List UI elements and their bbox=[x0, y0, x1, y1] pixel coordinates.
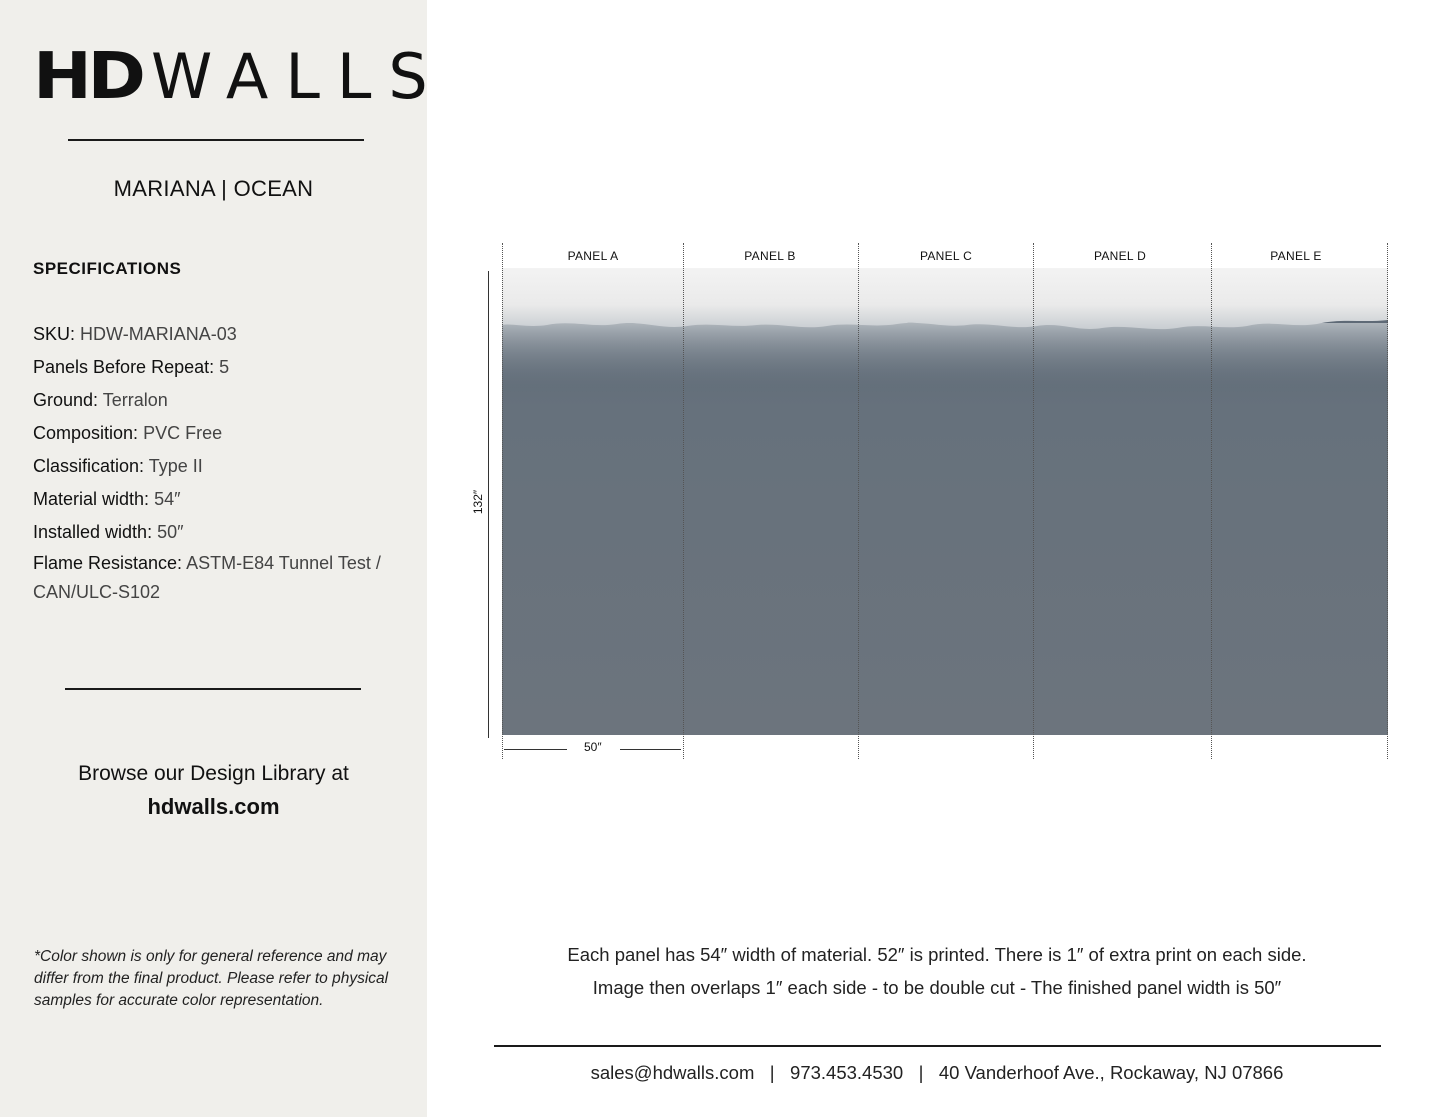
logo-bold-text: HD bbox=[33, 40, 142, 114]
spec-label: SKU: bbox=[33, 324, 76, 344]
panel-guide-line bbox=[1033, 243, 1034, 759]
spec-value: Terralon bbox=[102, 390, 168, 410]
mural-artwork bbox=[502, 268, 1388, 735]
spec-flame-resistance bbox=[33, 549, 393, 607]
spec-label: Ground: bbox=[33, 390, 99, 410]
footer-phone[interactable]: 973.453.4530 bbox=[790, 1062, 904, 1083]
spec-label: Installed width: bbox=[33, 522, 153, 542]
brand-logo bbox=[33, 40, 445, 114]
panel-note-line-2: Image then overlaps 1″ each side - to be double cut - The finished panel width is 50″ bbox=[592, 977, 1282, 998]
divider-top bbox=[68, 139, 364, 141]
panel-label-d: PANEL D bbox=[1093, 249, 1147, 263]
footer-separator: | bbox=[918, 1062, 924, 1083]
specifications-list bbox=[33, 318, 393, 607]
haze-band bbox=[502, 323, 1388, 393]
spec-ground bbox=[33, 384, 393, 417]
contact-footer bbox=[494, 1062, 1380, 1084]
width-dimension-line-left bbox=[504, 749, 567, 750]
mural-preview bbox=[502, 268, 1388, 735]
panel-guide-line bbox=[683, 243, 684, 759]
spec-value: ASTM-E84 Tunnel Test / CAN/ULC-S102 bbox=[33, 553, 381, 602]
spec-value: 5 bbox=[219, 357, 230, 377]
spec-material-width bbox=[33, 483, 393, 516]
divider-footer bbox=[494, 1045, 1381, 1047]
spec-installed-width bbox=[33, 516, 393, 549]
spec-value: Type II bbox=[148, 456, 203, 476]
browse-section bbox=[0, 757, 427, 823]
spec-value: PVC Free bbox=[143, 423, 223, 443]
panel-label-c: PANEL C bbox=[919, 249, 973, 263]
panel-guide-line bbox=[858, 243, 859, 759]
spec-value: 50″ bbox=[157, 522, 184, 542]
spec-label: Composition: bbox=[33, 423, 139, 443]
panel-label-b: PANEL B bbox=[744, 249, 796, 263]
product-title: MARIANA | OCEAN bbox=[113, 176, 314, 201]
spec-composition bbox=[33, 417, 393, 450]
specifications-heading: SPECIFICATIONS bbox=[33, 259, 182, 278]
divider-middle bbox=[65, 688, 361, 690]
panel-note-line-1: Each panel has 54″ width of material. 52″ is printed. There is 1″ of extra print on each side. bbox=[567, 944, 1307, 965]
panel-guide-line bbox=[1387, 243, 1388, 759]
spec-label: Classification: bbox=[33, 456, 145, 476]
mist-edge bbox=[502, 268, 1388, 329]
panel-label-e: PANEL E bbox=[1270, 249, 1322, 263]
height-dimension-line bbox=[488, 271, 489, 738]
spec-value: HDW-MARIANA-03 bbox=[80, 324, 237, 344]
logo-light-text: WALLS bbox=[151, 40, 445, 113]
footer-email[interactable]: sales@hdwalls.com bbox=[590, 1062, 755, 1083]
spec-panels-before-repeat bbox=[33, 351, 393, 384]
spec-sku bbox=[33, 318, 393, 351]
spec-label: Panels Before Repeat: bbox=[33, 357, 215, 377]
height-dimension-label: 132″ bbox=[471, 489, 486, 515]
width-dimension-label: 50″ bbox=[584, 740, 602, 754]
spec-value: 54″ bbox=[154, 489, 181, 509]
width-dimension-line-right bbox=[620, 749, 681, 750]
sidebar bbox=[0, 0, 445, 1117]
spec-label: Flame Resistance: bbox=[33, 553, 183, 573]
panel-guide-line bbox=[1211, 243, 1212, 759]
panel-guide-line bbox=[502, 243, 503, 759]
browse-url-link[interactable]: hdwalls.com bbox=[147, 794, 280, 819]
color-disclaimer: *Color shown is only for general reference and may differ from the final product. Please refer to physical samples for accurate color representation. bbox=[34, 948, 389, 1009]
browse-text: Browse our Design Library at bbox=[78, 762, 349, 785]
spec-label: Material width: bbox=[33, 489, 150, 509]
footer-separator: | bbox=[769, 1062, 775, 1083]
footer-address: 40 Vanderhoof Ave., Rockaway, NJ 07866 bbox=[938, 1062, 1284, 1083]
panel-label-a: PANEL A bbox=[567, 249, 619, 263]
spec-classification bbox=[33, 450, 393, 483]
